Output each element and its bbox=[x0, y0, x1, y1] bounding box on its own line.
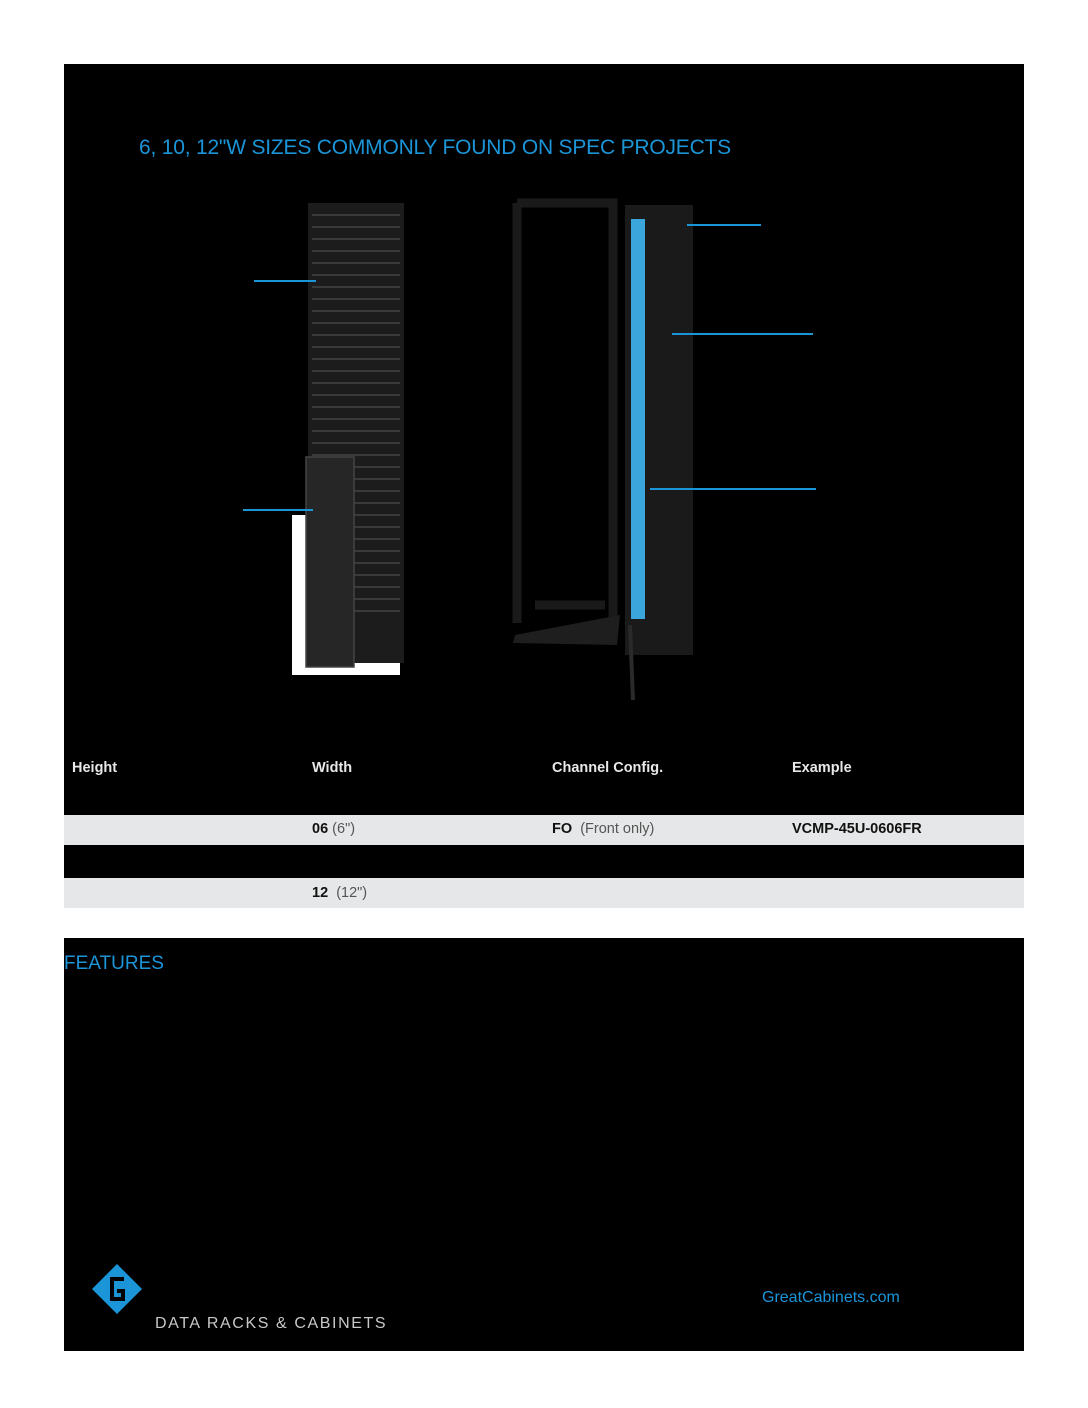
width-cell bbox=[312, 821, 355, 837]
width-code: 12 bbox=[312, 885, 329, 901]
config-note: (Front only) bbox=[580, 821, 655, 837]
example-model: VCMP-45U-0606FR bbox=[792, 821, 922, 837]
table-header-height: Height bbox=[72, 760, 118, 776]
table-header-width: Width bbox=[312, 760, 353, 776]
open-frame-rack-image bbox=[505, 195, 705, 705]
website-link[interactable]: GreatCabinets.com bbox=[762, 1289, 900, 1306]
callout-line bbox=[243, 509, 313, 511]
table-header-example: Example bbox=[792, 760, 852, 776]
callout-line bbox=[650, 488, 816, 490]
channel-config-cell bbox=[552, 821, 654, 837]
config-code: FO bbox=[552, 821, 573, 837]
width-note: (12") bbox=[336, 885, 368, 901]
features-heading: FEATURES bbox=[64, 953, 164, 974]
footer-tagline: DATA RACKS & CABINETS bbox=[155, 1315, 388, 1332]
callout-line bbox=[687, 224, 761, 226]
table-row bbox=[64, 878, 1024, 908]
width-cell bbox=[312, 885, 367, 901]
example-cell bbox=[792, 821, 922, 837]
table-header-channel-config: Channel Config. bbox=[552, 760, 664, 776]
callout-line bbox=[672, 333, 813, 335]
section-heading: 6, 10, 12"W SIZES COMMONLY FOUND ON SPEC PROJECTS bbox=[139, 136, 731, 159]
width-code: 06 bbox=[312, 821, 329, 837]
brand-logo-icon bbox=[90, 1262, 144, 1316]
section-divider bbox=[64, 908, 1024, 938]
callout-line bbox=[254, 280, 316, 282]
vertical-cable-manager-image bbox=[290, 195, 410, 677]
width-note: (6") bbox=[332, 821, 356, 837]
